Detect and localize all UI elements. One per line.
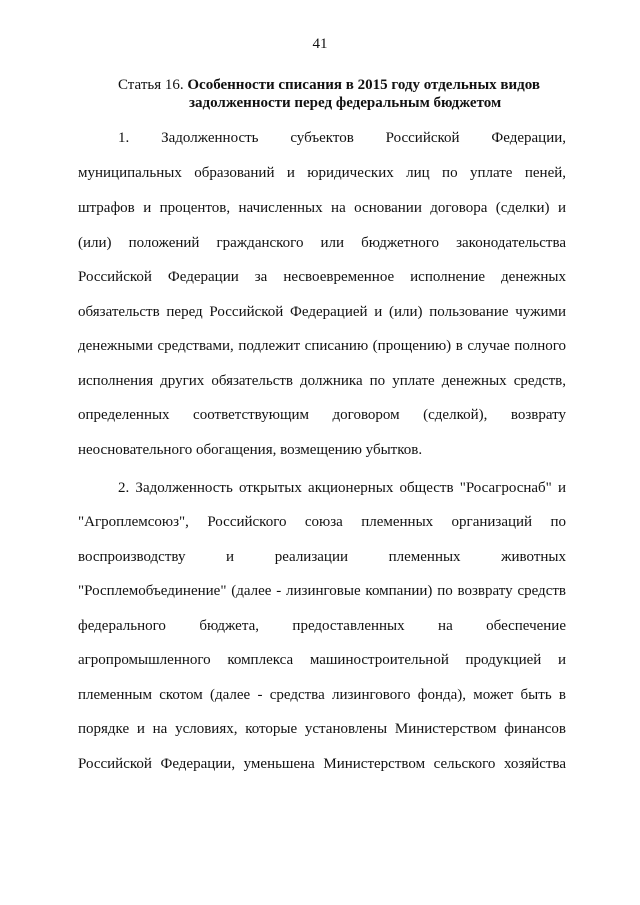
paragraph-1-line: (или) положений гражданского или бюджетного законодательства <box>78 235 566 251</box>
paragraph-2-line: "Агроплемсоюз", Российского союза племенных организаций по <box>78 514 566 530</box>
paragraph-1-line: денежными средствами, подлежит списанию (прощению) в случае полного <box>78 338 566 354</box>
article-title-line-1: Особенности списания в 2015 году отдельных видов <box>187 77 540 93</box>
paragraph-2-line: порядке и на условиях, которые установлены Министерством финансов <box>78 721 566 737</box>
page-number: 41 <box>312 36 328 52</box>
paragraph-2-line: агропромышленного комплекса машиностроительной продукцией и <box>78 652 566 668</box>
article-label: Статья 16. <box>118 77 184 93</box>
paragraph-1-line: муниципальных образований и юридических лиц по уплате пеней, <box>78 165 566 181</box>
paragraph-2-line: воспроизводству и реализации племенных животных <box>78 549 566 565</box>
paragraph-1-line: 1. Задолженность субъектов Российской Федерации, <box>118 130 566 146</box>
paragraph-1-line: Российской Федерации за несвоевременное исполнение денежных <box>78 269 566 285</box>
paragraph-2-line: 2. Задолженность открытых акционерных обществ "Росагроснаб" и <box>118 480 566 496</box>
paragraph-2-line: федерального бюджета, предоставленных на обеспечение <box>78 618 566 634</box>
paragraph-1-line: неосновательного обогащения, возмещению убытков. <box>78 442 423 458</box>
paragraph-2-line: "Росплемобъединение" (далее - лизинговые компании) по возврату средств <box>78 583 566 599</box>
paragraph-1-line: штрафов и процентов, начисленных на основании договора (сделки) и <box>78 200 566 216</box>
article-title-line-2: задолженности перед федеральным бюджетом <box>189 95 502 111</box>
paragraph-1-line: обязательств перед Российской Федерацией и (или) пользование чужими <box>78 304 566 320</box>
paragraph-1-line: определенных соответствующим договором (сделкой), возврату <box>78 407 566 423</box>
paragraph-2-line: Российской Федерации, уменьшена Министерством сельского хозяйства <box>78 756 566 772</box>
paragraph-1-line: исполнения других обязательств должника по уплате денежных средств, <box>78 373 566 389</box>
paragraph-2-line: племенным скотом (далее - средства лизингового фонда), может быть в <box>78 687 566 703</box>
article-heading <box>118 76 598 112</box>
